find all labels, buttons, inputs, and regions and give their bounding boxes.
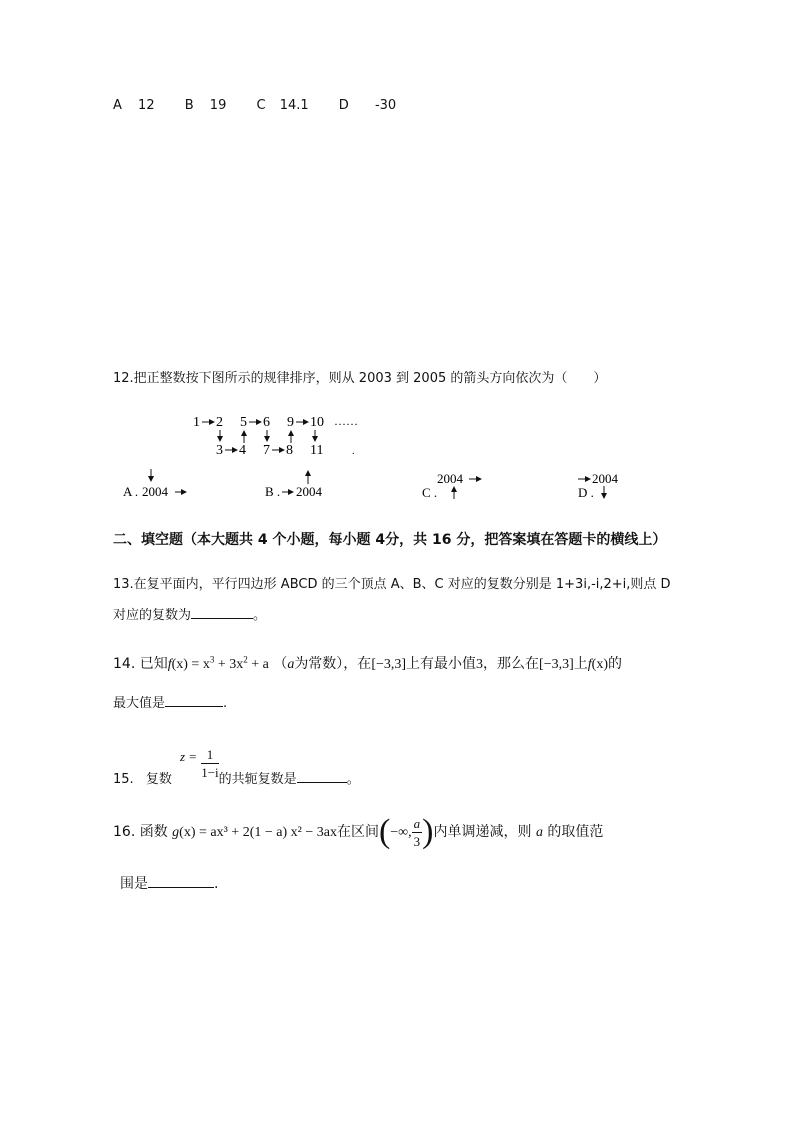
q12-option-c-label: C . [422, 485, 438, 500]
q16-left-paren: ( [378, 813, 391, 850]
q12-option-b [262, 466, 342, 500]
q14-answer-blank[interactable] [165, 694, 223, 707]
pattern-num-3: 3 [216, 443, 223, 458]
q11-option-c-letter: C [256, 98, 266, 113]
q16-g: g [172, 825, 180, 840]
pattern-num-2: 2 [216, 415, 223, 430]
q11-option-c-value: 14.1 [279, 98, 309, 113]
pattern-num-11: 11 [310, 443, 324, 458]
q12-option-c-num: 2004 [437, 471, 463, 486]
q16-a: a [535, 825, 543, 840]
q14-text-1: 已知 [139, 656, 168, 672]
q13-line2-text: 对应的复数为 [113, 608, 192, 623]
pattern-num-6: 6 [263, 415, 270, 430]
q16-numerator: a [413, 815, 421, 831]
q14-min-value: 3 [476, 657, 484, 672]
q15-fraction [201, 748, 218, 779]
q16-text-4: 的取值范 [547, 824, 604, 840]
q16-line2-text: 围是 [120, 876, 148, 892]
q15-number: 15. [113, 772, 134, 787]
pattern-num-8: 8 [286, 443, 293, 458]
q16-answer-blank[interactable] [148, 875, 214, 888]
q12-stem: 12.把正整数按下图所示的规律排序，则从 2003 到 2005 的箭头方向依次为（ ） [113, 371, 607, 386]
q16-text-2: 在区间 [336, 824, 379, 840]
q15-text-3: 。 [346, 772, 360, 787]
q14-expr-a: (x) = x [171, 657, 210, 672]
q14-interval-1: [−3,3] [371, 657, 407, 672]
q12-option-a-num: 2004 [142, 484, 168, 499]
q12-option-a-label: A . [123, 484, 139, 499]
q12-option-a [120, 466, 200, 500]
q14-x: (x) [591, 657, 608, 672]
q11-option-a-letter: A [113, 98, 122, 113]
q16-neg-inf: −∞, [390, 825, 412, 840]
q15-text-2: 的共轭复数是 [218, 772, 297, 787]
q14-line2 [113, 692, 227, 711]
q12-option-d-label: D . [578, 485, 594, 500]
q14-text-6: 上 [573, 656, 588, 672]
q11-option-d-letter: D [338, 98, 349, 113]
pattern-num-1: 1 [193, 415, 200, 430]
q14-text-2: （ [273, 656, 288, 672]
q14-exp-2: 2 [243, 654, 248, 665]
q11-option-a-value: 12 [138, 98, 155, 113]
pattern-num-9: 9 [287, 415, 294, 430]
q16-text-3: 内单调递减，则 [433, 824, 532, 840]
q15-line [113, 742, 360, 787]
q15-denominator: 1−i [201, 765, 219, 780]
q14-exp-3: 3 [209, 654, 215, 665]
q16-text-1: 函数 [139, 824, 168, 840]
pattern-num-7: 7 [263, 443, 270, 458]
q14-line2-text: 最大值是 [113, 696, 166, 711]
q11-options [113, 98, 396, 113]
pattern-num-4: 4 [239, 443, 246, 458]
q13-answer-blank[interactable] [191, 606, 253, 619]
q12-option-d-num: 2004 [592, 471, 618, 486]
section2-heading: 二、填空题（本大题共 4 个小题，每小题 4分，共 16 分，把答案填在答题卡的横线上） [113, 532, 667, 548]
q16-fraction [412, 817, 423, 848]
q16-line2 [120, 873, 218, 893]
q11-option-b-letter: B [184, 98, 194, 113]
q16-line1 [113, 815, 603, 849]
pattern-num-10: 10 [310, 415, 324, 430]
q14-a: a [287, 657, 295, 672]
pattern-dot: . [352, 446, 355, 457]
q15-answer-blank[interactable] [297, 770, 347, 783]
q15-text-1: 复数 [145, 772, 172, 787]
q14-expr-b: + 3x [214, 657, 244, 672]
q12-option-d [576, 466, 656, 500]
q14-f: f [167, 657, 172, 672]
q13-line1: 13.在复平面内，平行四边形 ABCD 的三个顶点 A、B、C 对应的复数分别是 1+3i,-i,2+i,则点 D [113, 577, 671, 592]
q12-option-b-label: B . [265, 484, 281, 499]
q14-text-5: ，那么在 [483, 656, 540, 672]
q16-denominator: 3 [413, 833, 421, 849]
q16-right-paren: ) [422, 813, 434, 850]
q14-f2: f [587, 657, 592, 672]
q14-number: 14. [113, 656, 136, 672]
pattern-ellipsis: …… [334, 414, 358, 428]
q14-text-3: 为常数），在 [294, 656, 372, 672]
q15-z: z = [179, 749, 198, 764]
q14-text-7: 的 [608, 656, 622, 672]
q13-line2 [113, 604, 266, 623]
q15-numerator: 1 [201, 748, 218, 764]
q12-option-c [420, 466, 500, 500]
q16-line2-end: . [214, 876, 219, 892]
pattern-num-5: 5 [240, 415, 247, 430]
q16-expr: (x) = ax³ + 2(1 − a) x² − 3ax [179, 825, 337, 840]
q14-interval-2: [−3,3] [539, 657, 574, 672]
q12-pattern-figure [180, 408, 380, 462]
q16-number: 16. [113, 824, 136, 840]
q14-line1 [113, 653, 622, 673]
q14-expr-c: + a [247, 657, 269, 672]
q11-option-d-value: -30 [374, 98, 397, 113]
q13-line2-end: 。 [253, 608, 267, 623]
q14-text-4: 上有最小值 [406, 656, 477, 672]
q11-option-b-value: 19 [209, 98, 227, 113]
q12-option-b-num: 2004 [296, 484, 322, 499]
q14-line2-end: . [223, 696, 228, 711]
